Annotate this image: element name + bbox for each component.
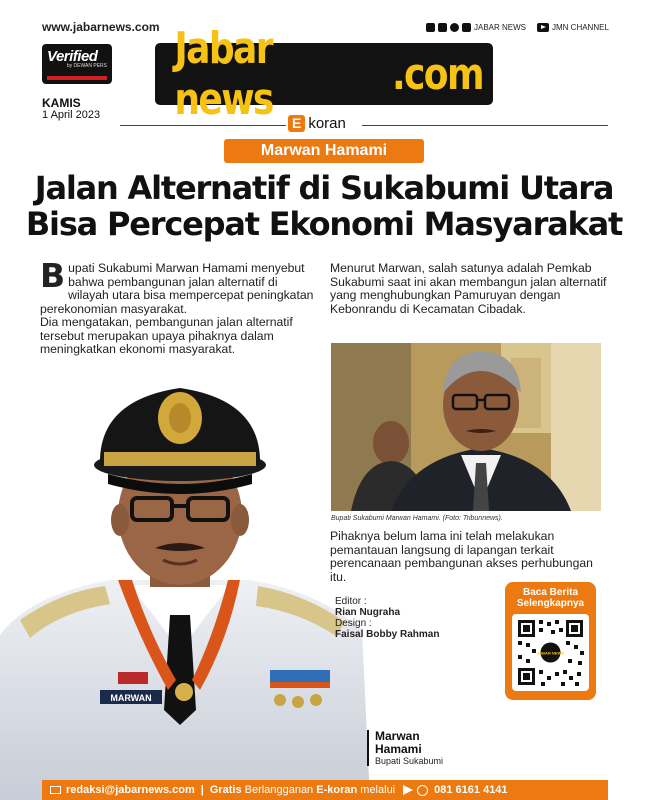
paragraph-1-text: upati Sukabumi Marwan Hamami menyebut bahwa pembangunan jalan alternatif di wilayah utara bisa mempercepat peningkatan perekonomian masyarakat. [40, 261, 314, 316]
qr-code-box[interactable] [505, 582, 596, 700]
footer-phone[interactable]: 081 6161 4141 [434, 784, 508, 796]
tiktok-icon[interactable] [450, 23, 459, 32]
qr-center-logo: JABAR NEWS [537, 650, 564, 656]
article-photo [331, 343, 601, 511]
issue-date: 1 April 2023 [42, 109, 101, 121]
divider-left [120, 125, 286, 126]
credits [335, 596, 439, 640]
headline [20, 170, 628, 242]
article-column-right: Menurut Marwan, salah satunya adalah Pemkab Sukabumi saat ini akan membangun jalan alternatif yang menghubungkan Pamuruyan dengan Kebonrandu di Kecamatan Cibadak. [330, 261, 607, 316]
footer-separator: | [200, 784, 204, 796]
qr-label-line-1: Baca Berita [522, 587, 579, 598]
social-links[interactable] [426, 23, 526, 32]
footer-melalui: melalui [360, 784, 396, 796]
facebook-icon[interactable] [426, 23, 435, 32]
issue-day: KAMIS [42, 96, 81, 110]
site-url[interactable]: www.jabarnews.com [42, 20, 160, 34]
youtube-icon [537, 23, 549, 32]
youtube-link[interactable] [537, 23, 609, 32]
paragraph-4: Pihaknya belum lama ini telah melakukan pemantauan langsung di lapangan terkait perencanaan pembangunan akses perhubungan itu. [330, 529, 593, 584]
divider-right [362, 125, 608, 126]
editor-name: Rian Nugraha [335, 607, 401, 618]
paragraph-1 [40, 256, 315, 316]
verified-by: by DEWAN PERS [66, 63, 107, 69]
person-name-line-2: Hamami [375, 742, 422, 756]
qr-label [505, 587, 596, 609]
footer-berlangganan: Berlangganan [244, 784, 314, 796]
verified-text: Verified [47, 48, 98, 65]
qr-label-line-2: Selengkapnya [516, 598, 585, 609]
headline-line-1: Jalan Alternatif di Sukabumi Utara [34, 169, 614, 207]
drop-cap: B [40, 256, 66, 295]
qr-code[interactable] [512, 614, 589, 691]
nameplate-text: MARWAN [110, 693, 152, 703]
verified-bar [47, 76, 107, 80]
person-role: Bupati Sukabumi [375, 756, 444, 766]
section-name: koran [308, 115, 346, 132]
twitter-icon[interactable] [438, 23, 447, 32]
headline-line-2: Bisa Percepat Ekonomi Masyarakat [25, 205, 623, 243]
photo-caption: Bupati Sukabumi Marwan Hamami. (Foto: Tribunnews). [331, 515, 503, 522]
paragraph-2: Dia mengatakan, pembangunan jalan alternatif tersebut merupakan upaya pihaknya dalam meningkatkan ekonomi masyarakat. [40, 315, 293, 356]
footer-gratis: Gratis [209, 784, 242, 796]
whatsapp-icon[interactable] [417, 785, 428, 796]
telegram-icon[interactable] [403, 785, 413, 795]
mail-icon [50, 786, 61, 794]
masthead-domain: .com [392, 48, 484, 100]
design-label: Design : [335, 618, 372, 629]
section-e-badge: E [288, 115, 305, 132]
footer-email[interactable]: redaksi@jabarnews.com [66, 784, 195, 796]
portrait-image [0, 380, 370, 800]
social-label: JABAR NEWS [474, 23, 527, 32]
person-name-line-1: Marwan [375, 729, 420, 743]
instagram-icon[interactable] [462, 23, 471, 32]
person-caption [367, 730, 443, 766]
design-name: Faisal Bobby Rahman [335, 629, 440, 640]
verified-badge [42, 44, 112, 84]
footer-bar [42, 780, 608, 800]
section-label [288, 115, 346, 132]
article-column-left [40, 256, 315, 357]
editor-label: Editor : [335, 596, 367, 607]
youtube-label: JMN CHANNEL [552, 23, 609, 32]
footer-ekoran: E-koran [316, 784, 358, 796]
subject-tag: Marwan Hamami [224, 139, 424, 163]
masthead-name: Jabar news [174, 23, 273, 125]
